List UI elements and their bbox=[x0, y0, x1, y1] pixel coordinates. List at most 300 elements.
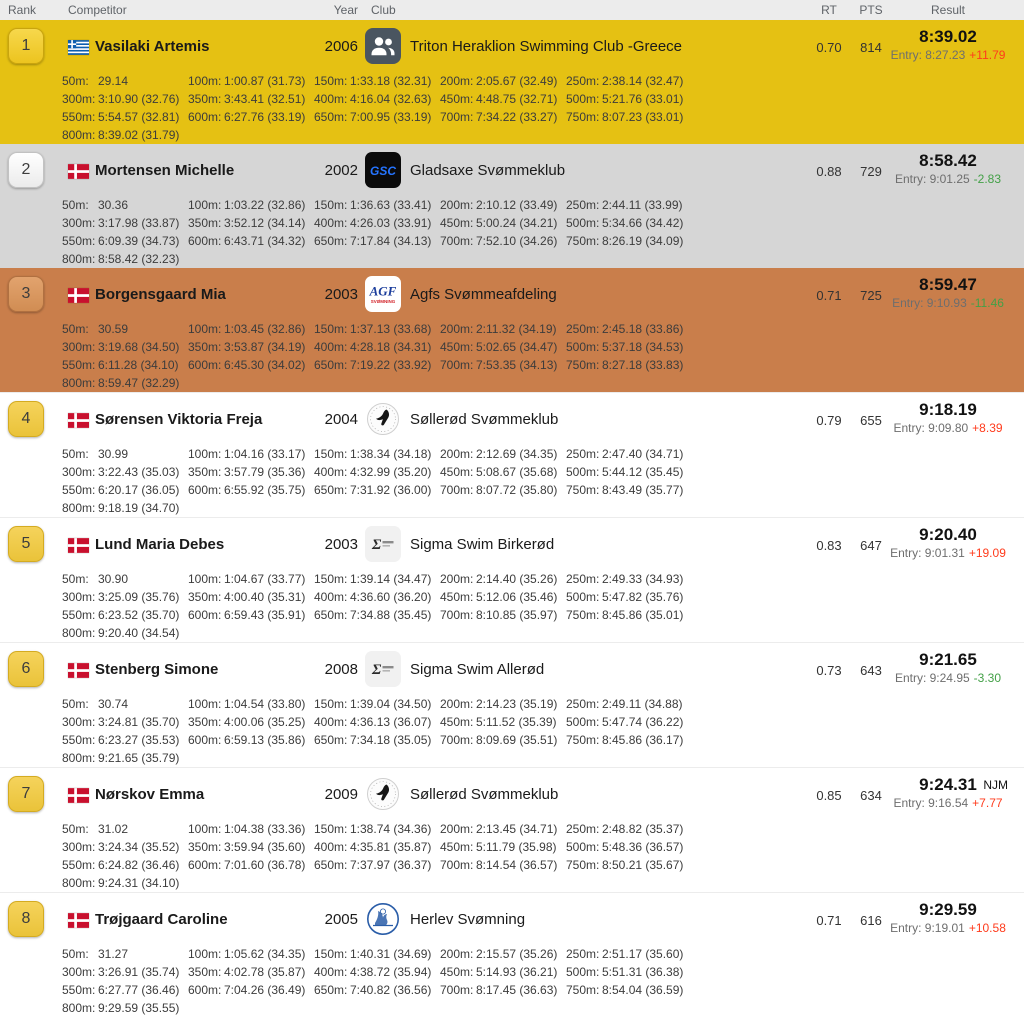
split-distance: 650m: bbox=[314, 733, 348, 747]
svg-text:AGF: AGF bbox=[369, 283, 397, 299]
split-distance: 100m: bbox=[188, 572, 222, 586]
split-distance: 600m: bbox=[188, 358, 222, 372]
denmark-flag bbox=[68, 538, 89, 553]
split-time: 8:58.42 (32.23) bbox=[98, 252, 180, 266]
split-distance: 500m: bbox=[566, 590, 600, 604]
split-time: 31.27 bbox=[98, 947, 129, 961]
entry-line bbox=[888, 796, 1008, 811]
split-distance: 400m: bbox=[314, 715, 348, 729]
sigma-logo bbox=[365, 526, 401, 562]
split-cell bbox=[62, 840, 188, 858]
split-cell bbox=[314, 965, 440, 983]
competitor-name: Stenberg Simone bbox=[95, 661, 219, 678]
split-cell bbox=[62, 858, 188, 876]
rank-number: 2 bbox=[21, 161, 31, 178]
split-distance: 750m: bbox=[566, 733, 600, 747]
split-time: 5:51.31 (36.38) bbox=[602, 965, 684, 979]
split-cell bbox=[440, 110, 566, 128]
competitor-name: Lund Maria Debes bbox=[95, 536, 225, 553]
split-cell bbox=[62, 822, 188, 840]
points-value: 616 bbox=[860, 913, 882, 928]
row-main-line bbox=[0, 26, 1024, 70]
final-time: 8:39.02 bbox=[919, 27, 977, 46]
competitor-name: Sørensen Viktoria Freja bbox=[95, 411, 263, 428]
split-distance: 350m: bbox=[188, 216, 222, 230]
split-cell bbox=[440, 322, 566, 340]
split-time: 6:20.17 (36.05) bbox=[98, 483, 180, 497]
entry-time: Entry: 9:24.95 bbox=[894, 671, 970, 685]
split-cell bbox=[188, 465, 314, 483]
split-distance: 250m: bbox=[566, 572, 600, 586]
split-cell bbox=[440, 858, 566, 876]
split-time: 3:24.34 (35.52) bbox=[98, 840, 180, 854]
split-time: 1:04.38 (33.36) bbox=[224, 822, 306, 836]
split-cell bbox=[188, 322, 314, 340]
reaction-time: 0.70 bbox=[816, 40, 842, 55]
split-distance: 400m: bbox=[314, 590, 348, 604]
sollerod-logo bbox=[365, 401, 401, 437]
split-distance: 350m: bbox=[188, 965, 222, 979]
splits-grid bbox=[62, 947, 1024, 1019]
split-cell bbox=[188, 74, 314, 92]
split-time: 7:37.97 (36.37) bbox=[350, 858, 432, 872]
split-time: 8:45.86 (36.17) bbox=[602, 733, 684, 747]
split-time: 2:49.33 (34.93) bbox=[602, 572, 684, 586]
split-distance: 750m: bbox=[566, 858, 600, 872]
split-time: 5:21.76 (33.01) bbox=[602, 92, 684, 106]
split-distance: 100m: bbox=[188, 74, 222, 88]
birth-year: 2003 bbox=[324, 536, 358, 553]
split-distance: 50m: bbox=[62, 74, 89, 88]
entry-line bbox=[888, 296, 1008, 311]
splits-grid bbox=[62, 74, 1024, 146]
split-cell bbox=[440, 947, 566, 965]
split-distance: 150m: bbox=[314, 822, 348, 836]
denmark-flag bbox=[68, 663, 89, 678]
split-time: 5:48.36 (36.57) bbox=[602, 840, 684, 854]
splits-grid bbox=[62, 572, 1024, 644]
split-time: 2:14.23 (35.19) bbox=[476, 697, 558, 711]
split-time: 5:11.52 (35.39) bbox=[476, 715, 557, 729]
split-cell bbox=[566, 447, 692, 465]
split-distance: 200m: bbox=[440, 74, 474, 88]
split-distance: 500m: bbox=[566, 340, 600, 354]
split-time: 8:07.72 (35.80) bbox=[476, 483, 558, 497]
split-time: 8:39.02 (31.79) bbox=[98, 128, 180, 142]
split-cell bbox=[440, 447, 566, 465]
split-distance: 400m: bbox=[314, 465, 348, 479]
split-time: 3:57.79 (35.36) bbox=[224, 465, 306, 479]
split-cell bbox=[62, 715, 188, 733]
split-distance: 250m: bbox=[566, 822, 600, 836]
split-distance: 450m: bbox=[440, 216, 474, 230]
final-time: 9:20.40 bbox=[919, 525, 977, 544]
result-row[interactable] bbox=[0, 767, 1024, 892]
split-distance: 100m: bbox=[188, 198, 222, 212]
split-distance: 50m: bbox=[62, 822, 89, 836]
split-time: 4:38.72 (35.94) bbox=[350, 965, 432, 979]
sollerod-logo bbox=[365, 776, 401, 812]
rank-number: 4 bbox=[21, 410, 31, 427]
birth-year: 2006 bbox=[324, 38, 358, 55]
split-cell bbox=[440, 715, 566, 733]
reaction-time: 0.71 bbox=[816, 288, 842, 303]
result-time-line bbox=[888, 27, 1008, 48]
split-time: 7:34.18 (35.05) bbox=[350, 733, 432, 747]
final-time: 9:24.31 bbox=[919, 775, 977, 794]
svg-text:GSC: GSC bbox=[369, 164, 397, 178]
split-distance: 550m: bbox=[62, 858, 96, 872]
split-distance: 800m: bbox=[62, 501, 96, 515]
split-distance: 500m: bbox=[566, 92, 600, 106]
split-cell bbox=[62, 322, 188, 340]
split-distance: 100m: bbox=[188, 447, 222, 461]
split-distance: 450m: bbox=[440, 715, 474, 729]
rank-badge bbox=[8, 28, 44, 64]
split-time: 8:17.45 (36.63) bbox=[476, 983, 558, 997]
split-cell bbox=[62, 234, 188, 252]
split-time: 2:38.14 (32.47) bbox=[602, 74, 684, 88]
points-value: 643 bbox=[860, 663, 882, 678]
entry-delta: +11.79 bbox=[969, 48, 1006, 62]
split-time: 1:04.67 (33.77) bbox=[224, 572, 306, 586]
split-time: 1:40.31 (34.69) bbox=[350, 947, 432, 961]
split-cell bbox=[566, 234, 692, 252]
split-cell bbox=[440, 697, 566, 715]
split-distance: 800m: bbox=[62, 128, 96, 142]
split-time: 1:36.63 (33.41) bbox=[350, 198, 432, 212]
split-distance: 550m: bbox=[62, 733, 96, 747]
split-cell bbox=[188, 234, 314, 252]
split-time: 2:05.67 (32.49) bbox=[476, 74, 558, 88]
result-row[interactable] bbox=[0, 392, 1024, 517]
split-time: 29.14 bbox=[98, 74, 129, 88]
result-row[interactable] bbox=[0, 268, 1024, 392]
split-distance: 300m: bbox=[62, 965, 96, 979]
split-cell bbox=[62, 340, 188, 358]
split-cell bbox=[188, 715, 314, 733]
split-cell bbox=[62, 216, 188, 234]
split-cell bbox=[314, 715, 440, 733]
split-time: 3:53.87 (34.19) bbox=[224, 340, 306, 354]
split-distance: 550m: bbox=[62, 234, 96, 248]
split-cell bbox=[62, 358, 188, 376]
points-value: 725 bbox=[860, 288, 882, 303]
points-value: 634 bbox=[860, 788, 882, 803]
split-distance: 800m: bbox=[62, 626, 96, 640]
split-time: 4:02.78 (35.87) bbox=[224, 965, 306, 979]
split-cell bbox=[566, 358, 692, 376]
split-cell bbox=[314, 697, 440, 715]
entry-delta: +19.09 bbox=[968, 546, 1006, 560]
birth-year: 2004 bbox=[324, 411, 358, 428]
team-group-icon bbox=[365, 28, 401, 64]
split-distance: 150m: bbox=[314, 697, 348, 711]
split-time: 8:43.49 (35.77) bbox=[602, 483, 684, 497]
split-cell bbox=[440, 840, 566, 858]
split-cell bbox=[314, 234, 440, 252]
result-block bbox=[888, 275, 1008, 311]
split-time: 7:04.26 (36.49) bbox=[224, 983, 306, 997]
split-cell bbox=[188, 822, 314, 840]
entry-delta: +7.77 bbox=[972, 796, 1003, 810]
result-time-line bbox=[888, 525, 1008, 546]
split-distance: 650m: bbox=[314, 234, 348, 248]
split-time: 3:22.43 (35.03) bbox=[98, 465, 180, 479]
split-time: 4:36.60 (36.20) bbox=[350, 590, 432, 604]
split-cell bbox=[314, 110, 440, 128]
split-time: 5:12.06 (35.46) bbox=[476, 590, 558, 604]
result-row[interactable] bbox=[0, 642, 1024, 767]
split-time: 4:32.99 (35.20) bbox=[350, 465, 432, 479]
split-distance: 450m: bbox=[440, 840, 474, 854]
entry-line bbox=[888, 921, 1008, 936]
split-distance: 100m: bbox=[188, 322, 222, 336]
entry-line bbox=[888, 172, 1008, 187]
split-distance: 150m: bbox=[314, 74, 348, 88]
split-cell bbox=[62, 697, 188, 715]
split-distance: 450m: bbox=[440, 92, 474, 106]
entry-time: Entry: 9:19.01 bbox=[890, 921, 965, 935]
split-time: 6:23.27 (35.53) bbox=[98, 733, 180, 747]
splits-grid bbox=[62, 322, 1024, 394]
split-distance: 300m: bbox=[62, 340, 96, 354]
split-cell bbox=[62, 74, 188, 92]
split-distance: 350m: bbox=[188, 465, 222, 479]
split-time: 2:11.32 (34.19) bbox=[476, 322, 557, 336]
split-time: 1:03.45 (32.86) bbox=[224, 322, 306, 336]
split-cell bbox=[566, 340, 692, 358]
split-distance: 350m: bbox=[188, 715, 222, 729]
split-distance: 700m: bbox=[440, 358, 474, 372]
result-time-line bbox=[888, 151, 1008, 172]
split-cell bbox=[440, 822, 566, 840]
rank-number: 3 bbox=[21, 285, 31, 302]
entry-delta: -11.46 bbox=[970, 296, 1004, 310]
split-time: 5:37.18 (34.53) bbox=[602, 340, 684, 354]
split-distance: 650m: bbox=[314, 358, 348, 372]
split-cell bbox=[440, 608, 566, 626]
split-time: 1:05.62 (34.35) bbox=[224, 947, 306, 961]
result-block bbox=[888, 525, 1008, 561]
split-cell bbox=[440, 358, 566, 376]
split-distance: 400m: bbox=[314, 92, 348, 106]
split-time: 8:14.54 (36.57) bbox=[476, 858, 558, 872]
split-distance: 350m: bbox=[188, 92, 222, 106]
split-cell bbox=[188, 358, 314, 376]
entry-line bbox=[888, 671, 1008, 686]
split-cell bbox=[314, 483, 440, 501]
split-distance: 700m: bbox=[440, 483, 474, 497]
reaction-time: 0.71 bbox=[816, 913, 842, 928]
split-time: 31.02 bbox=[98, 822, 129, 836]
split-cell bbox=[62, 110, 188, 128]
rank-number: 6 bbox=[21, 660, 31, 677]
split-time: 5:54.57 (32.81) bbox=[98, 110, 180, 124]
birth-year: 2003 bbox=[324, 286, 358, 303]
split-cell bbox=[314, 590, 440, 608]
split-cell bbox=[314, 340, 440, 358]
split-time: 6:09.39 (34.73) bbox=[98, 234, 180, 248]
split-time: 5:47.74 (36.22) bbox=[602, 715, 684, 729]
split-distance: 200m: bbox=[440, 322, 474, 336]
split-cell bbox=[188, 216, 314, 234]
split-distance: 600m: bbox=[188, 858, 222, 872]
split-distance: 700m: bbox=[440, 858, 474, 872]
split-time: 6:23.52 (35.70) bbox=[98, 608, 180, 622]
split-cell bbox=[314, 572, 440, 590]
column-header-competitor: Competitor bbox=[68, 3, 127, 17]
result-row[interactable] bbox=[0, 20, 1024, 144]
sigma-logo bbox=[365, 651, 401, 687]
split-time: 8:59.47 (32.29) bbox=[98, 376, 180, 390]
split-cell bbox=[62, 947, 188, 965]
agf-logo bbox=[365, 276, 401, 312]
split-distance: 600m: bbox=[188, 733, 222, 747]
result-block bbox=[888, 151, 1008, 187]
split-time: 8:07.23 (33.01) bbox=[602, 110, 684, 124]
reaction-time: 0.85 bbox=[816, 788, 842, 803]
split-distance: 100m: bbox=[188, 947, 222, 961]
rank-badge bbox=[8, 651, 44, 687]
entry-line bbox=[888, 546, 1008, 561]
result-row[interactable] bbox=[0, 517, 1024, 642]
split-time: 8:27.18 (33.83) bbox=[602, 358, 684, 372]
split-distance: 800m: bbox=[62, 876, 96, 890]
result-row[interactable] bbox=[0, 892, 1024, 1017]
split-distance: 550m: bbox=[62, 608, 96, 622]
split-cell bbox=[314, 608, 440, 626]
split-cell bbox=[62, 965, 188, 983]
split-distance: 200m: bbox=[440, 198, 474, 212]
split-cell bbox=[188, 947, 314, 965]
split-cell bbox=[566, 608, 692, 626]
split-distance: 650m: bbox=[314, 483, 348, 497]
rank-number: 8 bbox=[21, 910, 31, 927]
table-header bbox=[0, 0, 1024, 20]
split-cell bbox=[566, 92, 692, 110]
split-time: 9:20.40 (34.54) bbox=[98, 626, 180, 640]
split-distance: 200m: bbox=[440, 947, 474, 961]
split-cell bbox=[188, 590, 314, 608]
entry-line bbox=[888, 48, 1008, 63]
split-distance: 150m: bbox=[314, 322, 348, 336]
split-distance: 100m: bbox=[188, 697, 222, 711]
split-cell bbox=[440, 983, 566, 1001]
split-cell bbox=[314, 733, 440, 751]
reaction-time: 0.88 bbox=[816, 164, 842, 179]
denmark-flag bbox=[68, 413, 89, 428]
split-time: 4:16.04 (32.63) bbox=[350, 92, 432, 106]
split-cell bbox=[440, 340, 566, 358]
split-cell bbox=[188, 340, 314, 358]
club-name: Søllerød Svømmeklub bbox=[410, 411, 559, 428]
split-time: 3:26.91 (35.74) bbox=[98, 965, 180, 979]
split-time: 5:08.67 (35.68) bbox=[476, 465, 558, 479]
result-row[interactable] bbox=[0, 144, 1024, 268]
split-cell bbox=[314, 216, 440, 234]
split-cell bbox=[314, 447, 440, 465]
split-distance: 600m: bbox=[188, 234, 222, 248]
split-time: 8:09.69 (35.51) bbox=[476, 733, 558, 747]
split-cell bbox=[440, 733, 566, 751]
competitor-name: Trøjgaard Caroline bbox=[95, 911, 228, 928]
splits-grid bbox=[62, 447, 1024, 519]
split-distance: 750m: bbox=[566, 110, 600, 124]
rank-badge bbox=[8, 901, 44, 937]
split-cell bbox=[440, 234, 566, 252]
greece-flag bbox=[68, 40, 89, 55]
split-time: 2:47.40 (34.71) bbox=[602, 447, 684, 461]
split-distance: 650m: bbox=[314, 858, 348, 872]
entry-time: Entry: 9:09.80 bbox=[893, 421, 969, 435]
split-time: 5:02.65 (34.47) bbox=[476, 340, 558, 354]
rank-number: 1 bbox=[21, 37, 31, 54]
split-distance: 50m: bbox=[62, 447, 89, 461]
split-cell bbox=[566, 947, 692, 965]
split-cell bbox=[566, 74, 692, 92]
split-time: 5:00.24 (34.21) bbox=[476, 216, 558, 230]
split-distance: 800m: bbox=[62, 1001, 96, 1015]
split-cell bbox=[188, 733, 314, 751]
split-time: 7:19.22 (33.92) bbox=[350, 358, 432, 372]
split-time: 3:25.09 (35.76) bbox=[98, 590, 180, 604]
split-cell bbox=[188, 572, 314, 590]
split-cell bbox=[188, 92, 314, 110]
entry-delta: +10.58 bbox=[968, 921, 1006, 935]
row-main-line bbox=[0, 274, 1024, 318]
competitor-name: Vasilaki Artemis bbox=[95, 38, 210, 55]
result-block bbox=[888, 650, 1008, 686]
denmark-flag bbox=[68, 288, 89, 303]
row-main-line bbox=[0, 399, 1024, 443]
split-distance: 150m: bbox=[314, 572, 348, 586]
split-time: 30.74 bbox=[98, 697, 129, 711]
split-distance: 600m: bbox=[188, 483, 222, 497]
split-time: 2:12.69 (34.35) bbox=[476, 447, 558, 461]
result-time-line bbox=[888, 400, 1008, 421]
split-time: 8:50.21 (35.67) bbox=[602, 858, 684, 872]
split-time: 7:53.35 (34.13) bbox=[476, 358, 558, 372]
split-time: 1:04.54 (33.80) bbox=[224, 697, 306, 711]
split-cell bbox=[62, 983, 188, 1001]
split-time: 7:31.92 (36.00) bbox=[350, 483, 432, 497]
split-time: 6:43.71 (34.32) bbox=[224, 234, 306, 248]
split-time: 8:45.86 (35.01) bbox=[602, 608, 684, 622]
split-distance: 150m: bbox=[314, 198, 348, 212]
split-cell bbox=[62, 447, 188, 465]
svg-text:Σ: Σ bbox=[372, 537, 382, 553]
split-time: 5:11.79 (35.98) bbox=[476, 840, 557, 854]
split-distance: 550m: bbox=[62, 358, 96, 372]
split-time: 2:49.11 (34.88) bbox=[602, 697, 683, 711]
row-main-line bbox=[0, 524, 1024, 568]
result-time-line bbox=[888, 275, 1008, 296]
herlev-logo bbox=[365, 901, 401, 937]
split-cell bbox=[188, 965, 314, 983]
split-cell bbox=[566, 465, 692, 483]
split-distance: 650m: bbox=[314, 608, 348, 622]
split-time: 7:34.22 (33.27) bbox=[476, 110, 558, 124]
split-cell bbox=[314, 198, 440, 216]
split-distance: 200m: bbox=[440, 447, 474, 461]
split-time: 5:44.12 (35.45) bbox=[602, 465, 684, 479]
reaction-time: 0.83 bbox=[816, 538, 842, 553]
split-time: 4:00.40 (35.31) bbox=[224, 590, 306, 604]
split-cell bbox=[62, 572, 188, 590]
split-distance: 750m: bbox=[566, 983, 600, 997]
split-distance: 600m: bbox=[188, 110, 222, 124]
